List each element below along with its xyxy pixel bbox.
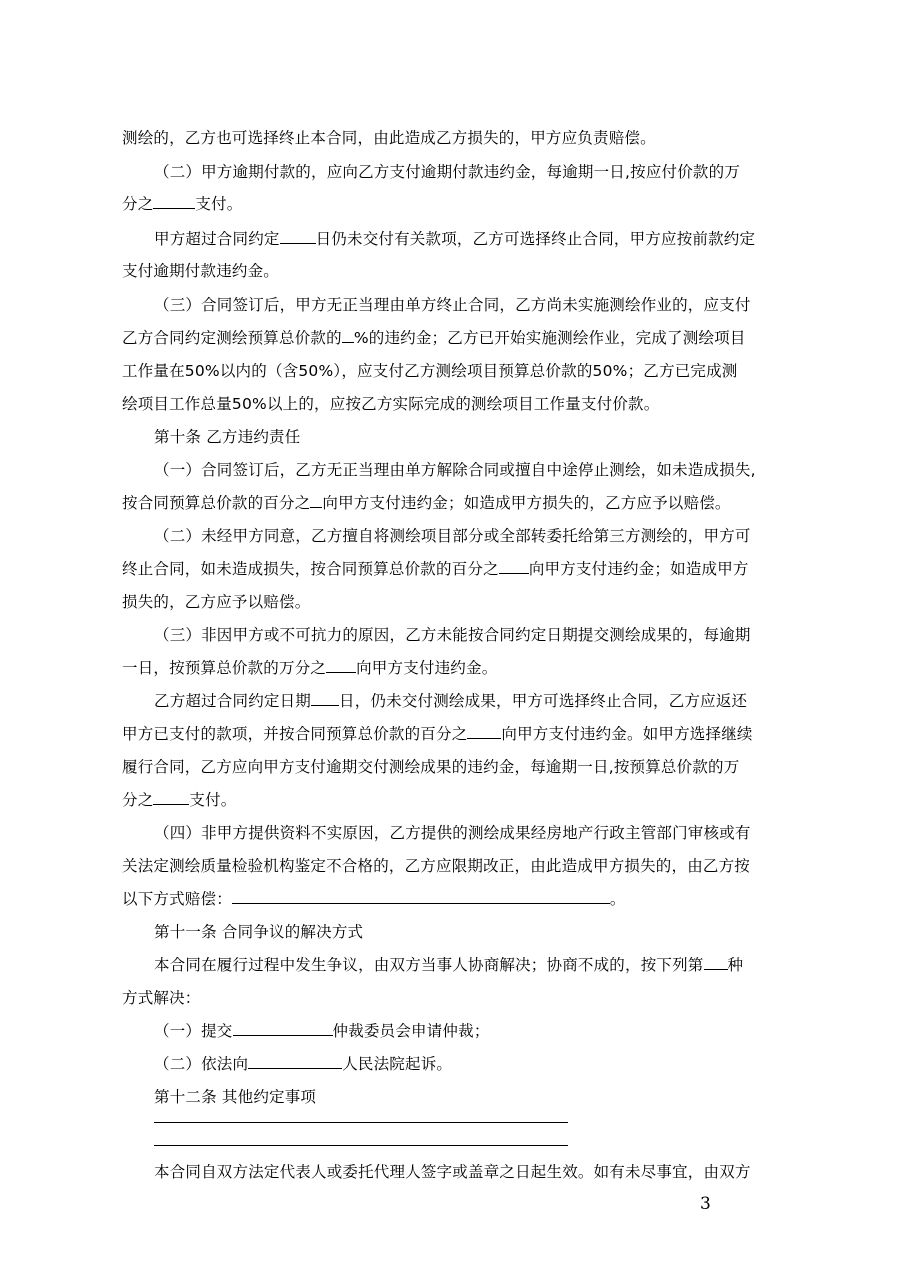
blank-field xyxy=(280,229,316,244)
text-line: （二）依法向 人民法院起诉。 xyxy=(154,1055,453,1073)
blank-line xyxy=(154,1145,568,1146)
text-line: 关法定测绘质量检验机构鉴定不合格的，乙方应限期改正，由此造成甲方损失的，由乙方按 xyxy=(122,857,751,875)
text-line: （一）提交 仲裁委员会申请仲裁； xyxy=(154,1022,490,1040)
page-number: 3 xyxy=(700,1194,711,1214)
blank-line xyxy=(154,1122,568,1123)
text-line: 一日，按预算总价款的万分之 向甲方支付违约金。 xyxy=(122,659,498,677)
text-line: 按合同预算总价款的百分之 向甲方支付违约金；如造成甲方损失的，乙方应予以赔偿。 xyxy=(122,494,731,512)
blank-field xyxy=(326,658,356,673)
section-heading: 第十二条 其他约定事项 xyxy=(154,1088,317,1106)
text-line: （二）甲方逾期付款的，应向乙方支付逾期付款违约金，每逾期一日,按应付价款的万 xyxy=(154,163,741,181)
blank-field xyxy=(499,559,529,574)
blank-field xyxy=(467,724,501,739)
section-heading: 第十条 乙方违约责任 xyxy=(154,428,301,446)
text-line: 分之 支付。 xyxy=(122,791,237,809)
text-line: 支付逾期付款违约金。 xyxy=(122,262,280,280)
blank-field xyxy=(248,1054,342,1069)
text-line: 终止合同，如未造成损失，按合同预算总价款的百分之 向甲方支付违约金；如造成甲方 xyxy=(122,560,749,578)
text-line: 损失的，乙方应予以赔偿。 xyxy=(122,593,311,611)
blank-field xyxy=(233,1021,333,1036)
text-line: 测绘的，乙方也可选择终止本合同，由此造成乙方损失的，甲方应负责赔偿。 xyxy=(122,129,656,147)
text-line: 以下方式赔偿： 。 xyxy=(122,890,626,908)
text-line: 乙方超过合同约定日期 日，仍未交付测绘成果，甲方可选择终止合同，乙方应返还 xyxy=(154,692,748,710)
text-line: 分之 支付。 xyxy=(122,195,243,213)
text-line: （四）非甲方提供资料不实原因，乙方提供的测绘成果经房地产行政主管部门审核或有 xyxy=(154,824,751,842)
text-line: 乙方合同约定测绘预算总价款的 %的违约金；乙方已开始实施测绘作业，完成了测绘项目 xyxy=(122,329,746,347)
text-line: （一）合同签订后，乙方无正当理由单方解除合同或擅自中途停止测绘，如未造成损失, xyxy=(154,461,756,479)
text-line: 履行合同，乙方应向甲方支付逾期交付测绘成果的违约金，每逾期一日,按预算总价款的万 xyxy=(122,758,740,776)
blank-field xyxy=(311,691,339,706)
text-line: （二）未经甲方同意，乙方擅自将测绘项目部分或全部转委托给第三方测绘的，甲方可 xyxy=(154,527,751,545)
text-line: 工作量在50%以内的（含50%），应支付乙方测绘项目预算总价款的50%；乙方已完成测 xyxy=(122,362,738,380)
text-line: 甲方已支付的款项，并按合同预算总价款的百分之 向甲方支付违约金。如甲方选择继续 xyxy=(122,725,753,743)
text-line: （三）非因甲方或不可抗力的原因，乙方未能按合同约定日期提交测绘成果的，每逾期 xyxy=(154,626,751,644)
blank-field xyxy=(153,790,189,805)
section-heading: 第十一条 合同争议的解决方式 xyxy=(154,923,364,941)
blank-field xyxy=(153,194,195,209)
text-line: 甲方超过合同约定 日仍未交付有关款项，乙方可选择终止合同，甲方应按前款约定 xyxy=(154,230,756,248)
blank-field xyxy=(704,955,728,970)
text-line: （三）合同签订后，甲方无正当理由单方终止合同，乙方尚未实施测绘作业的，应支付 xyxy=(154,296,751,314)
blank-field xyxy=(232,889,610,904)
blank-field xyxy=(310,493,322,508)
text-line: 本合同在履行过程中发生争议，由双方当事人协商解决；协商不成的，按下列第 种 xyxy=(154,956,744,974)
text-line: 绘项目工作总量50%以上的，应按乙方实际完成的测绘项目工作量支付价款。 xyxy=(122,395,660,413)
text-line: 本合同自双方法定代表人或委托代理人签字或盖章之日起生效。如有未尽事宜，由双方 xyxy=(154,1163,751,1181)
text-line: 方式解决： xyxy=(122,989,201,1007)
blank-field xyxy=(342,328,354,343)
